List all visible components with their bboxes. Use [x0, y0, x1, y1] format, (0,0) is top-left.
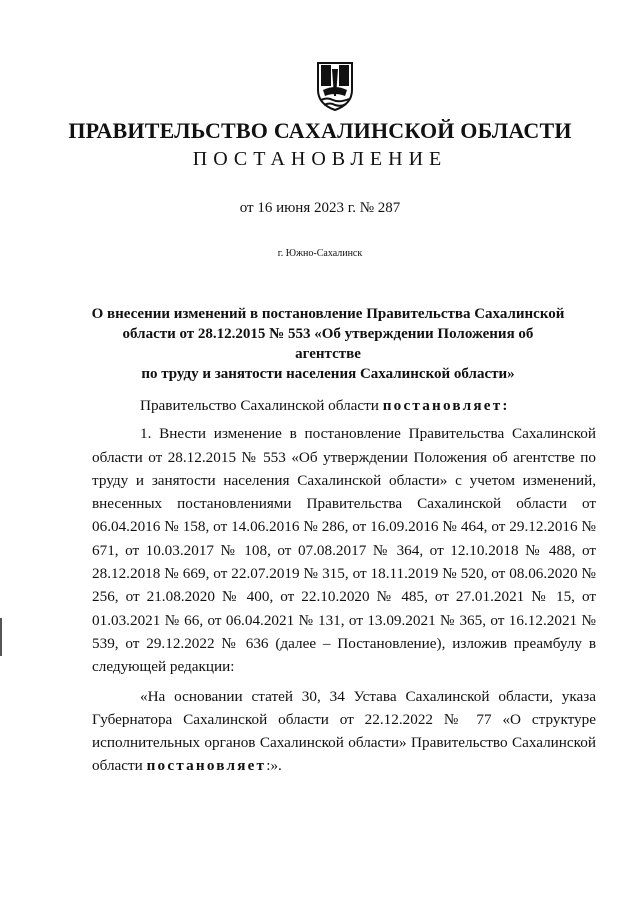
quote-text: «На основании статей 30, 34 Устава Сахалинской области, указа Губернатора Сахалинской области от 22.12.2022 № 77 «О структуре исполнительных органов Сахалинской области» Правительство Сахалинской области [92, 687, 596, 775]
subject-line: О внесении изменений в постановление Правительства Сахалинской [91, 306, 565, 322]
subject-line: по труду и занятости населения Сахалинской области» [141, 366, 515, 382]
coat-of-arms-icon [315, 60, 355, 112]
scan-margin-mark [0, 618, 2, 656]
quote-decree-word: постановляет [146, 757, 267, 775]
item-1-paragraph: 1. Внести изменение в постановление Правительства Сахалинской области от 28.12.2015 № 553 «Об утверждении Положения об агентстве по труду и занятости населения Сахалинской области» с учетом изменений, внесенных постановлениями Правительства Сахалинской области от 06.04.2016 № 158, от 14.06.2016 № 286, от 16.09.2016 № 464, от 29.12.2016 № 671, от 10.03.2017 № 108, от 07.08.2017 № 364, от 12.10.2018 № 488, от 28.12.2018 № 669, от 22.07.2019 № 315, от 18.11.2019 № 520, от 08.06.2020 № 256, от 21.08.2020 № 400, от 22.10.2020 № 485, от 27.01.2021 № 15, от 01.03.2021 № 66, от 06.04.2021 № 131, от 13.09.2021 № 365, от 16.12.2021 № 539, от 29.12.2022 № 636 (далее – Постановление), изложив преамбулу в следующей редакции: [92, 425, 596, 676]
quote-end: :». [266, 757, 282, 775]
document-city: г. Южно-Сахалинск [277, 248, 363, 259]
intro-text: Правительство Сахалинской области [140, 397, 383, 414]
intro-paragraph [92, 394, 596, 417]
document-date-number: от 16 июня 2023 г. № 287 [239, 200, 401, 216]
document-type: ПОСТАНОВЛЕНИЕ [192, 148, 448, 170]
document-body [92, 394, 596, 778]
document-subject [88, 304, 568, 384]
decree-word: постановляет: [382, 397, 510, 414]
government-title: ПРАВИТЕЛЬСТВО САХАЛИНСКОЙ ОБЛАСТИ [68, 118, 572, 143]
subject-line: области от 28.12.2015 № 553 «Об утверждении Положения об агентстве [122, 326, 534, 362]
preamble-quote-paragraph [92, 685, 596, 778]
